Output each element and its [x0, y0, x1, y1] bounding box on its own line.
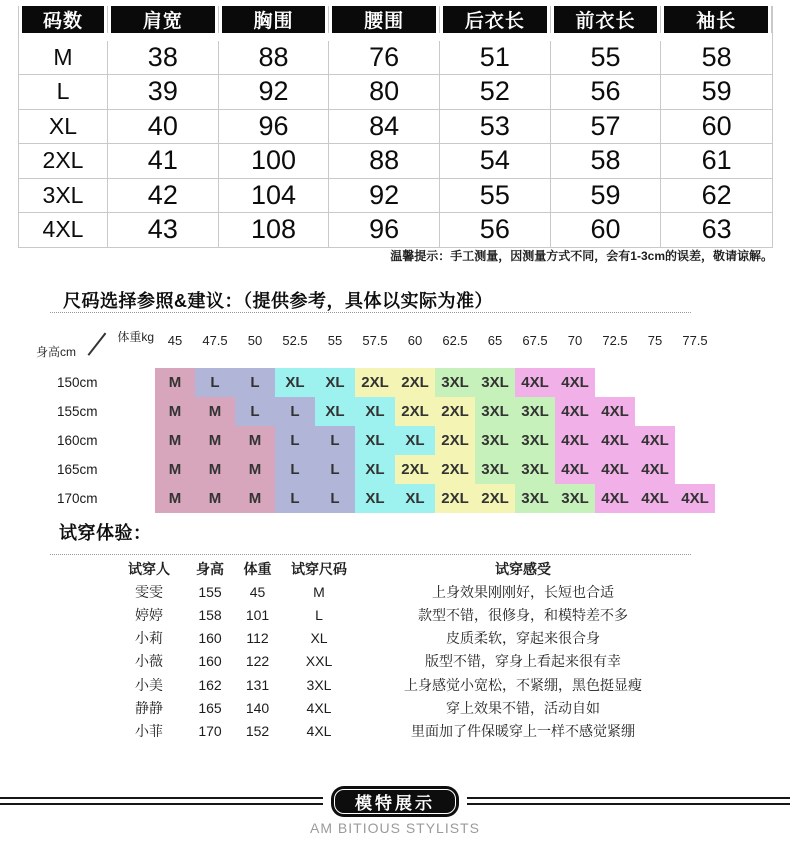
try-on-remark-cell: 穿上效果不错，活动自如: [446, 699, 600, 716]
size-table-header-label: 后衣长: [443, 6, 547, 33]
size-table-value-cell: 58: [551, 144, 662, 179]
matrix-cell: 2XL: [395, 455, 435, 484]
size-table-value-cell: 38: [108, 41, 219, 76]
matrix-cell: L: [275, 426, 315, 455]
try-on-remark-cell: 版型不错，穿身上看起来很有幸: [425, 653, 621, 670]
matrix-cell: L: [315, 484, 355, 513]
matrix-cell: 4XL: [555, 455, 595, 484]
size-table-value-cell: 42: [108, 179, 219, 214]
divider-line: [467, 797, 790, 805]
size-table-size-cell: 3XL: [19, 179, 108, 214]
size-table-value-cell: 96: [219, 110, 330, 145]
matrix-cell: M: [195, 426, 235, 455]
matrix-cell: 2XL: [475, 484, 515, 513]
weight-header-cell: 57.5: [362, 333, 388, 348]
size-table-value-cell: 60: [661, 110, 772, 145]
matrix-cell: 4XL: [635, 455, 675, 484]
matrix-cell: 3XL: [475, 455, 515, 484]
size-table-value-cell: 88: [219, 41, 330, 76]
matrix-cell: XL: [355, 426, 395, 455]
try-on-cell: 4XL: [306, 699, 332, 716]
try-on-cell: 131: [245, 676, 270, 693]
try-on-cell: 152: [245, 722, 270, 739]
matrix-cell: 4XL: [635, 426, 675, 455]
size-table-value-cell: 100: [219, 144, 330, 179]
matrix-cell: 3XL: [475, 397, 515, 426]
try-on-cell: 小美: [135, 676, 163, 693]
brand-text: AM BITIOUS STYLISTS: [310, 820, 480, 836]
matrix-cell: M: [155, 397, 195, 426]
weight-header-cell: 47.5: [202, 333, 228, 348]
size-table-value-cell: 88: [329, 144, 440, 179]
try-on-cell: 婷婷: [135, 606, 163, 623]
matrix-cell: M: [235, 455, 275, 484]
size-table-value-cell: 41: [108, 144, 219, 179]
matrix-cell: XL: [355, 484, 395, 513]
matrix-cell: 2XL: [355, 368, 395, 397]
matrix-cell: 2XL: [435, 426, 475, 455]
size-table-value-cell: 80: [329, 75, 440, 110]
size-table-header-label: 前衣长: [554, 6, 658, 33]
try-on-remark-cell: 上身感觉小宽松，不紧绷，黑色挺显瘦: [404, 676, 642, 693]
try-on-cell: 3XL: [306, 676, 332, 693]
size-table-size-cell: 2XL: [19, 144, 108, 179]
weight-header-cell: 70: [567, 333, 583, 348]
try-on-header-cell: 试穿尺码: [291, 560, 347, 577]
try-on-cell: 122: [245, 653, 270, 670]
weight-header-cell: 72.5: [602, 333, 628, 348]
size-table-size-cell: L: [19, 75, 108, 110]
matrix-cell: L: [195, 368, 235, 397]
size-table-value-cell: 55: [551, 41, 662, 76]
matrix-cell: XL: [315, 397, 355, 426]
size-table-value-cell: 53: [440, 110, 551, 145]
size-table-value-cell: 40: [108, 110, 219, 145]
matrix-cell: 3XL: [475, 368, 515, 397]
size-table-value-cell: 96: [329, 213, 440, 248]
weight-header-cell: 75: [647, 333, 663, 348]
matrix-cell: M: [155, 368, 195, 397]
try-on-cell: 158: [198, 606, 222, 623]
matrix-row: [155, 397, 755, 426]
try-on-remark-cell: 皮质柔软，穿起来很合身: [446, 630, 600, 647]
matrix-row: [155, 426, 755, 455]
size-table-header-label: 肩宽: [111, 6, 215, 33]
size-table-header-cell: [329, 6, 440, 33]
measure-note: 温馨提示：手工测量，因测量方式不同，会有1-3cm的误差，敬请谅解。: [390, 249, 773, 263]
matrix-cell: 2XL: [395, 368, 435, 397]
try-on-header-cell: 体重: [243, 560, 272, 577]
matrix-cell: 4XL: [595, 397, 635, 426]
try-on-cell: 雯雯: [135, 583, 163, 600]
height-row-label: 165cm: [57, 462, 98, 477]
try-on-cell: 小莉: [135, 630, 163, 647]
size-table-value-cell: 76: [329, 41, 440, 76]
matrix-cell: 4XL: [595, 426, 635, 455]
model-banner: [0, 785, 790, 817]
weight-header-cell: 77.5: [682, 333, 708, 348]
size-table-value-cell: 57: [551, 110, 662, 145]
matrix-row: [155, 484, 755, 513]
matrix-cell: M: [195, 397, 235, 426]
try-on-title: 试穿体验：: [59, 523, 152, 543]
matrix-cell: M: [155, 426, 195, 455]
size-table-value-cell: 84: [329, 110, 440, 145]
height-row-label: 155cm: [57, 404, 98, 419]
dotted-divider: [50, 554, 691, 555]
try-on-cell: XXL: [305, 653, 333, 670]
matrix-cell: 4XL: [555, 426, 595, 455]
weight-header-cell: 45: [167, 333, 183, 348]
matrix-cell: L: [315, 455, 355, 484]
try-on-cell: 140: [245, 699, 270, 716]
matrix-cell: 3XL: [515, 426, 555, 455]
try-on-cell: 165: [198, 699, 222, 716]
size-table-size-cell: XL: [19, 110, 108, 145]
size-table-value-cell: 60: [551, 213, 662, 248]
try-on-header-cell: 试穿感受: [495, 560, 551, 577]
matrix-cell: M: [155, 455, 195, 484]
size-table-header-label: 袖长: [664, 6, 768, 33]
size-table-value-cell: 58: [661, 41, 772, 76]
try-on-remark-cell: 里面加了件保暖穿上一样不感觉紧绷: [411, 722, 635, 739]
size-table-header-cell: [219, 6, 330, 33]
divider-line: [0, 797, 323, 805]
matrix-cell: M: [235, 484, 275, 513]
size-table-value-cell: 62: [661, 179, 772, 214]
size-table-header-label: 腰围: [332, 6, 436, 33]
height-axis-label: 身高cm: [36, 345, 76, 359]
matrix-cell: 3XL: [475, 426, 515, 455]
try-on-cell: 静静: [135, 699, 163, 716]
size-table-value-cell: 39: [108, 75, 219, 110]
matrix-cell: 3XL: [515, 397, 555, 426]
try-on-cell: 160: [198, 630, 222, 647]
size-table-value-cell: 52: [440, 75, 551, 110]
size-table: [18, 6, 773, 248]
matrix-cell: 2XL: [435, 484, 475, 513]
height-label-column: [57, 368, 98, 513]
matrix-cell: 4XL: [555, 368, 595, 397]
size-table-value-cell: 56: [440, 213, 551, 248]
size-table-value-cell: 59: [661, 75, 772, 110]
size-table-value-cell: 92: [329, 179, 440, 214]
matrix-cell: XL: [355, 455, 395, 484]
size-table-value-cell: 59: [551, 179, 662, 214]
size-table-header-cell: [551, 6, 662, 33]
try-on-cell: 170: [198, 722, 222, 739]
size-table-header-cell: [108, 6, 219, 33]
size-table-value-cell: 55: [440, 179, 551, 214]
matrix-cell: 4XL: [595, 484, 635, 513]
size-table-header-label: 码数: [22, 6, 104, 33]
size-matrix: [155, 368, 755, 513]
diagonal-divider: [88, 333, 106, 356]
matrix-cell: 2XL: [435, 455, 475, 484]
matrix-cell: 3XL: [555, 484, 595, 513]
weight-header-cell: 55: [327, 333, 343, 348]
dotted-divider: [50, 312, 691, 313]
matrix-cell: 3XL: [515, 455, 555, 484]
matrix-cell: 4XL: [635, 484, 675, 513]
size-table-value-cell: 56: [551, 75, 662, 110]
try-on-cell: 小薇: [135, 653, 163, 670]
size-table-header-cell: [19, 6, 108, 33]
matrix-cell: L: [235, 397, 275, 426]
size-table-value-cell: 92: [219, 75, 330, 110]
try-on-table: [113, 557, 688, 743]
matrix-cell: XL: [355, 397, 395, 426]
matrix-cell: L: [235, 368, 275, 397]
matrix-cell: 4XL: [515, 368, 555, 397]
size-table-value-cell: 51: [440, 41, 551, 76]
try-on-remark-cell: 款型不错，很修身，和模特差不多: [418, 606, 628, 623]
matrix-cell: 4XL: [595, 455, 635, 484]
matrix-cell: L: [275, 397, 315, 426]
try-on-cell: 45: [249, 583, 266, 600]
matrix-cell: XL: [315, 368, 355, 397]
matrix-cell: 3XL: [435, 368, 475, 397]
weight-header-cell: 67.5: [522, 333, 548, 348]
matrix-cell: 3XL: [515, 484, 555, 513]
size-table-header-cell: [661, 6, 772, 33]
matrix-cell: M: [155, 484, 195, 513]
matrix-cell: XL: [275, 368, 315, 397]
matrix-cell: L: [275, 484, 315, 513]
size-reference-title: 尺码选择参照&建议：（提供参考，具体以实际为准）: [63, 291, 493, 311]
height-row-label: 150cm: [57, 375, 98, 390]
matrix-cell: 4XL: [675, 484, 715, 513]
matrix-row: [155, 455, 755, 484]
matrix-row: [155, 368, 755, 397]
try-on-header-cell: 身高: [196, 560, 224, 577]
height-row-label: 160cm: [57, 433, 98, 448]
try-on-cell: 112: [246, 630, 269, 647]
try-on-cell: 162: [198, 676, 222, 693]
weight-header-cell: 52.5: [282, 333, 308, 348]
weight-header-cell: 62.5: [442, 333, 468, 348]
height-row-label: 170cm: [57, 491, 98, 506]
size-table-header-cell: [440, 6, 551, 33]
try-on-cell: XL: [310, 630, 328, 647]
size-table-value-cell: 63: [661, 213, 772, 248]
matrix-cell: M: [235, 426, 275, 455]
matrix-cell: 2XL: [395, 397, 435, 426]
matrix-cell: XL: [395, 484, 435, 513]
matrix-cell: M: [195, 484, 235, 513]
matrix-corner-label: [36, 328, 154, 360]
size-table-size-cell: M: [19, 41, 108, 76]
try-on-cell: 小菲: [135, 722, 163, 739]
size-table-value-cell: 61: [661, 144, 772, 179]
size-table-value-cell: 104: [219, 179, 330, 214]
weight-header-row: [155, 333, 715, 348]
try-on-cell: 4XL: [306, 722, 332, 739]
matrix-cell: XL: [395, 426, 435, 455]
weight-header-cell: 65: [487, 333, 503, 348]
model-badge: 模特展示: [331, 786, 459, 817]
size-table-header-label: 胸围: [222, 6, 326, 33]
size-table-value-cell: 108: [219, 213, 330, 248]
try-on-cell: 160: [198, 653, 222, 670]
try-on-cell: 155: [198, 583, 222, 600]
try-on-cell: L: [315, 606, 323, 623]
matrix-cell: L: [275, 455, 315, 484]
size-table-value-cell: 54: [440, 144, 551, 179]
try-on-header-cell: 试穿人: [128, 560, 170, 577]
matrix-cell: 4XL: [555, 397, 595, 426]
matrix-cell: L: [315, 426, 355, 455]
size-table-size-cell: 4XL: [19, 213, 108, 248]
try-on-remark-cell: 上身效果刚刚好，长短也合适: [432, 583, 614, 600]
weight-header-cell: 60: [407, 333, 423, 348]
weight-axis-label: 体重kg: [117, 330, 154, 344]
size-table-value-cell: 43: [108, 213, 219, 248]
matrix-cell: 2XL: [435, 397, 475, 426]
try-on-cell: M: [313, 583, 325, 600]
weight-header-cell: 50: [247, 333, 263, 348]
try-on-cell: 101: [245, 606, 270, 623]
matrix-cell: M: [195, 455, 235, 484]
